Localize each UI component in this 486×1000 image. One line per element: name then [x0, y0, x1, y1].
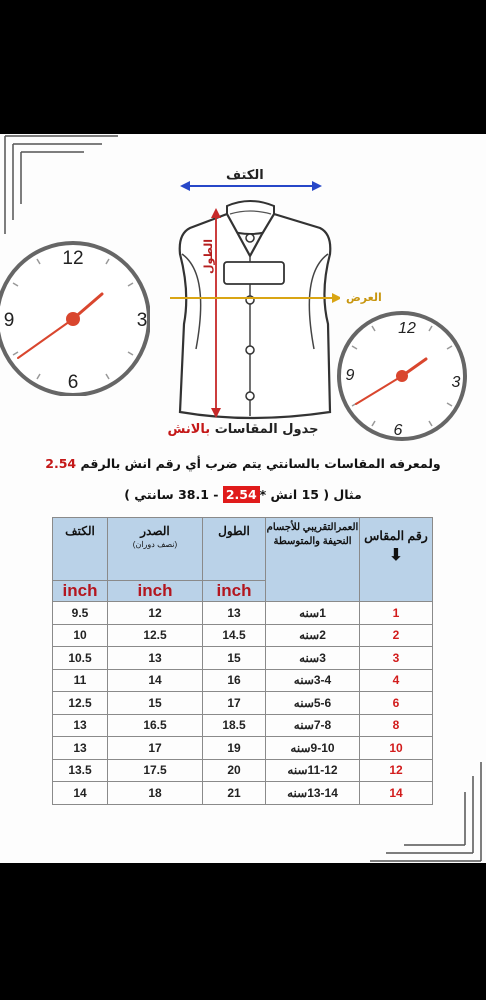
clock-number-3: 3 — [136, 310, 148, 331]
cell-chest: 13 — [108, 647, 203, 670]
cell-chest: 14 — [108, 669, 203, 692]
clock-number-6: 6 — [67, 372, 79, 393]
cell-chest: 18 — [108, 782, 203, 805]
cell-size: 6 — [360, 692, 433, 715]
table-row — [53, 737, 433, 760]
shoulder-label: الكتف — [226, 168, 264, 183]
cell-shoulder: 10.5 — [53, 647, 108, 670]
cell-length: 21 — [203, 782, 266, 805]
cell-shoulder: 11 — [53, 669, 108, 692]
cell-chest: 12 — [108, 602, 203, 625]
cell-age: 1سنه — [266, 602, 360, 625]
cell-shoulder: 13.5 — [53, 759, 108, 782]
cell-chest: 17.5 — [108, 759, 203, 782]
example-factor: 2.54 — [223, 486, 260, 503]
cell-length: 20 — [203, 759, 266, 782]
cell-shoulder: 14 — [53, 782, 108, 805]
clock-number-12: 12 — [62, 248, 84, 269]
arrow-down-icon: ⬇ — [389, 547, 403, 564]
vest-diagram — [170, 174, 340, 424]
cell-age: 13-14سنه — [266, 782, 360, 805]
cell-chest: 12.5 — [108, 624, 203, 647]
table-row — [53, 647, 433, 670]
cell-age: 7-8سنه — [266, 714, 360, 737]
cell-age: 5-6سنه — [266, 692, 360, 715]
cell-size: 12 — [360, 759, 433, 782]
unit-length: inch — [203, 581, 266, 602]
conversion-note — [0, 456, 486, 471]
example-suffix: - 38.1 سانتي ) — [124, 487, 223, 502]
cell-age: 9-10سنه — [266, 737, 360, 760]
cell-age: 11-12سنه — [266, 759, 360, 782]
header-chest: الصدر (نصف دوران) — [108, 518, 203, 581]
table-row — [53, 782, 433, 805]
clock-number-9: 9 — [3, 310, 15, 331]
cell-length: 14.5 — [203, 624, 266, 647]
cell-length: 15 — [203, 647, 266, 670]
cell-chest: 16.5 — [108, 714, 203, 737]
cell-chest: 15 — [108, 692, 203, 715]
header-length: الطول — [203, 518, 266, 581]
cell-length: 17 — [203, 692, 266, 715]
length-label: الطول — [202, 238, 215, 274]
table-row — [53, 669, 433, 692]
cell-age: 3سنه — [266, 647, 360, 670]
cell-shoulder: 9.5 — [53, 602, 108, 625]
size-table-body — [53, 602, 433, 805]
size-chart-card — [0, 134, 486, 863]
wall-clock-icon — [0, 234, 150, 396]
cell-shoulder: 12.5 — [53, 692, 108, 715]
cell-size: 2 — [360, 624, 433, 647]
header-shoulder: الكتف — [53, 518, 108, 581]
table-row — [53, 692, 433, 715]
example-prefix: مثال ( 15 انش * — [259, 487, 362, 502]
table-row — [53, 602, 433, 625]
cell-age: 3-4سنه — [266, 669, 360, 692]
cell-size: 4 — [360, 669, 433, 692]
cell-size: 14 — [360, 782, 433, 805]
cell-size: 3 — [360, 647, 433, 670]
conversion-example — [0, 487, 486, 502]
chart-title-text: جدول المقاسات — [210, 422, 319, 437]
clock-number-9: 9 — [345, 367, 355, 384]
cell-length: 18.5 — [203, 714, 266, 737]
table-row — [53, 759, 433, 782]
cell-age: 2سنه — [266, 624, 360, 647]
chart-title-highlight: بالانش — [167, 422, 211, 437]
clock-number-6: 6 — [393, 422, 403, 439]
unit-shoulder: inch — [53, 581, 108, 602]
header-size: رقم المقاس ⬇ — [360, 518, 433, 602]
size-table — [52, 517, 433, 805]
conversion-factor: 2.54 — [45, 456, 77, 471]
conversion-note-text: ولمعرفه المقاسات بالسانتي يتم ضرب أي رقم انش بالرقم — [76, 456, 441, 471]
cell-size: 8 — [360, 714, 433, 737]
table-row — [53, 624, 433, 647]
cell-shoulder: 13 — [53, 714, 108, 737]
cell-length: 13 — [203, 602, 266, 625]
width-label: العرض — [346, 291, 382, 304]
clock-number-3: 3 — [451, 374, 461, 391]
cell-chest: 17 — [108, 737, 203, 760]
table-row — [53, 714, 433, 737]
cell-size: 1 — [360, 602, 433, 625]
chart-title — [0, 422, 486, 437]
unit-chest: inch — [108, 581, 203, 602]
clock-number-12: 12 — [398, 320, 416, 337]
cell-length: 16 — [203, 669, 266, 692]
cell-shoulder: 13 — [53, 737, 108, 760]
cell-size: 10 — [360, 737, 433, 760]
cell-shoulder: 10 — [53, 624, 108, 647]
cell-length: 19 — [203, 737, 266, 760]
header-age: العمرالتقريبي للأجسام النحيفة والمتوسطة — [266, 518, 360, 602]
